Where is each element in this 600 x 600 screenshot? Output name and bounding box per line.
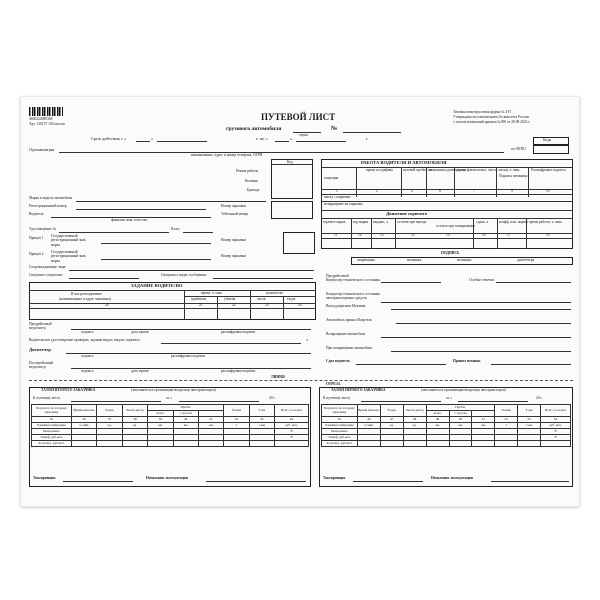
validity-label: Срок действия с « bbox=[91, 136, 127, 141]
okpo-label: по ОКПО bbox=[511, 147, 526, 151]
form-note-3: с учетом изменений приказа №390 от 28.09.2022 г. bbox=[453, 120, 531, 124]
series-label: серия bbox=[299, 133, 308, 137]
codes-label: Коды bbox=[543, 138, 552, 142]
page-subtitle: грузового автомобиля bbox=[226, 126, 282, 132]
article-number: Арт. 130157 100 листов bbox=[29, 122, 65, 126]
barcode-number: 4606224088308 bbox=[29, 117, 53, 121]
second-customer-title: ТАЛОН ВТОРОГО ЗАКАЗЧИКА bbox=[41, 388, 96, 392]
waybill-sheet: 4606224088308 Арт. 130157 100 листов ПУТЕВОЙ ЛИСТ грузового автомобиля серия № Типовая межотраслевая форма № 4-П Утверждена постановлением Госкомстата России с учетом изменений приказа №390 от 28.09.2022 г. Срок действия с « » г. по « » г. Коды по ОКПО Организация наименование, адрес и номер телефона, ОГРН Код Режим работы Колонна Бригада Марка и модель автомобиля Регистрационный номер Номер парковки Водитель Табельный номер фамилия, имя, отчество Удостоверение № Класс Прицеп 1 Государственный регистрационный знак марка Номер парковки Прицеп 2 Государственный регистрационный знак марка Номер парковки Сопровождающие лица: Сведения о перевозке: Сведения о видах сообщения: ЗАДАНИЕ ВОДИТЕЛЮ В чье распоряжение (наименование и адрес заказчика) время, ч. мин. прибытия убытия количество часов ездок 20 21 22 23 24 Предрейсовый медосмотр подпись дата, время расшифровка подписи Водительское удостоверение проверил, задание выдал, выдать горючего л Диспетчер подпись расшифровка подписи Послерейсовый медосмотр подпись дата, время расшифровка подписи РАБОТА ВОДИТЕЛЯ И АВТОМОБИЛЯ операция время по графику нулевой пробег, км показания одометра, км время фактическое, число, месяц, ч. мин. Подпись механика Расшифровка подписи 1 2 4 6 7 9 10 выезд с парковки возвращение на парковку Движение горючего горючее марка код марки выдано, л остаток при выезде остаток при возвращении сдано, л коэфф. изм. нормы время работы, ч. мин. 11 12 13 14 15 16 17 19 ПОДПИСЬ заправщика механика механика диспетчера Предрейсовый Контролер технического состояния Особые отметки Контролер технического состояния автотранспортных средств Выезд разрешен Механик Автомобиль принял Водитель Возвращение автомобиля При возвращении автомобиля Сдал водитель Принял механик ЛИНИЯ ОТРЕЗА ТАЛОН ВТОРОГО ЗАКАЗЧИКА (заполняется в организации-владельце автотранспорта) К путевому листу от « 20 г. Результат по второму заказчику Время выполн. Ездок Экспе-дитор Пробег Тонны Т-км Всего к оплате всего с грузом 35 36 37 38 39 40 41 42 43 44 Единица измерения ч. мин. ед. ед. км км км т т-км руб. коп. Выполнено ✕ Тариф, руб.коп. ✕ К оплате, руб.коп. Таксировщик Начальник эксплуатации ТАЛОН ПЕРВОГО ЗАКАЗЧИКА (заполняется в организации-владельце автотранспорта) К путевому листу от « 20 г. Результат по второму заказчику Время выполн. Ездок Экспе-дитор Пробег Тонны Т-км Всего к оплате всего с грузом 45 46 47 48 49 50 51 52 53 54 Единица измерения ч. мин. ед. ед. км км км т т-км руб. коп. Выполнено ✕ Тариф, руб.коп. ✕ К оплате, руб.коп. Таксировщик Начальник эксплуатации bbox=[20, 96, 580, 507]
fuel-title: Движение горючего bbox=[386, 211, 428, 216]
second-customer-table: Результат по второму заказчику Время выполн. Ездок Экспе-дитор Пробег Тонны Т-км Всего к оплате всего с грузом 35 36 37 38 39 40 41 42 43 44 Единица измерения ч. мин. ед. ед. км км км т т-км руб. коп. Выполнено ✕ Тариф, руб.коп. ✕ К оплате, руб.коп. bbox=[31, 404, 309, 447]
driver-task-title: ЗАДАНИЕ ВОДИТЕЛЮ bbox=[131, 283, 183, 288]
organization-label: Организация bbox=[29, 147, 55, 152]
form-note-2: Утверждена постановлением Госкомстата России bbox=[453, 115, 529, 119]
number-sign: № bbox=[331, 125, 338, 132]
work-table-title: РАБОТА ВОДИТЕЛЯ И АВТОМОБИЛЯ bbox=[361, 160, 447, 165]
first-customer-table: Результат по второму заказчику Время выполн. Ездок Экспе-дитор Пробег Тонны Т-км Всего к оплате всего с грузом 45 46 47 48 49 50 51 52 53 54 Единица измерения ч. мин. ед. ед. км км км т т-км руб. коп. Выполнено ✕ Тариф, руб.коп. ✕ К оплате, руб.коп. bbox=[321, 404, 571, 447]
form-note-1: Типовая межотраслевая форма № 4-П bbox=[453, 110, 511, 114]
first-customer-title: ТАЛОН ПЕРВОГО ЗАКАЗЧИКА bbox=[331, 388, 386, 392]
page-title: ПУТЕВОЙ ЛИСТ bbox=[261, 112, 336, 122]
barcode-graphic bbox=[29, 107, 63, 116]
